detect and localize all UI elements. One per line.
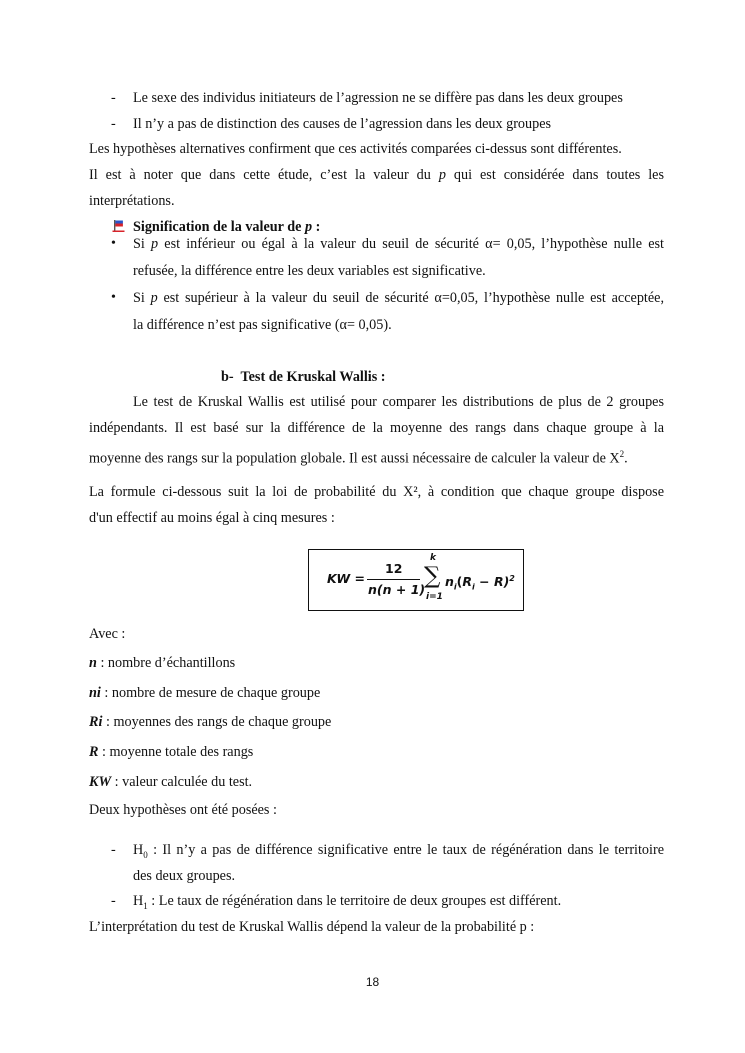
definition-kw: KW : valeur calculée du test. xyxy=(89,774,253,790)
formula-numerator: 12 xyxy=(385,561,403,576)
bullet-text: Il n’y a pas de distinction des causes de l’agression dans les deux groupes xyxy=(133,116,552,132)
sum-lower-limit: i=1 xyxy=(426,592,443,602)
summation-sign: ∑ xyxy=(424,563,441,589)
definition-ri: Ri : moyennes des rangs de chaque groupe xyxy=(89,714,332,730)
hypothesis-h1: $H_1$ : Le taux de régénération dans le territoire de deux groupes est différent. xyxy=(133,893,562,911)
kw-paragraph-line1: Le test de Kruskal Wallis est utilisé pour comparer les distributions de plus de 2 groupes xyxy=(133,394,664,410)
hypothesis-h0-line2: des deux groupes. xyxy=(133,868,236,884)
signification-item-line2: la différence n’est pas significative (α= 0,05). xyxy=(133,317,392,333)
paragraph-note-line2: interprétations. xyxy=(89,193,175,209)
dash-marker: - xyxy=(111,116,116,132)
formula-paragraph-line2: d'un effectif au moins égal à cinq mesures : xyxy=(89,510,335,526)
paragraph-note-line1: Il est à noter que dans cette étude, c’est la valeur du p qui est considérée dans toutes les xyxy=(89,167,664,183)
dash-marker: - xyxy=(111,893,116,909)
formula-lhs: KW = xyxy=(327,571,365,586)
hypothesis-h0-line1: $H_0$ : Il n’y a pas de différence significative entre le taux de régénération dans le territoire xyxy=(133,842,664,860)
sum-upper-limit: k xyxy=(430,553,436,563)
bullet-dot: • xyxy=(111,236,116,251)
bullet-text: Le sexe des individus initiateurs de l’agression ne se diffère pas dans les deux groupes xyxy=(133,90,623,106)
page-number: 18 xyxy=(365,975,380,989)
kw-paragraph-line3: moyenne des rangs sur la population globale. Il est aussi nécessaire de calculer la valeur de $X^2$. xyxy=(89,449,628,467)
dash-marker: - xyxy=(111,90,116,106)
signification-item-line2: refusée, la différence entre les deux variables est significative. xyxy=(133,263,486,279)
formula-paragraph-line1: La formule ci-dessous suit la loi de probabilité du X², à condition que chaque groupe dispose xyxy=(89,484,664,500)
dash-marker: - xyxy=(111,842,116,858)
interpretation-line: L’interprétation du test de Kruskal Wallis dépend la valeur de la probabilité p : xyxy=(89,919,535,935)
deux-hypotheses: Deux hypothèses ont été posées : xyxy=(89,802,277,818)
definition-r: R : moyenne totale des rangs xyxy=(89,744,254,760)
signification-heading: Signification de la valeur de p : xyxy=(133,219,321,235)
paragraph-alternatives: Les hypothèses alternatives confirment que ces activités comparées ci-dessus sont différentes. xyxy=(89,141,622,157)
bullet-dot: • xyxy=(111,290,116,305)
formula-denominator: n(n + 1) xyxy=(368,582,426,597)
section-heading: b- Test de Kruskal Wallis : xyxy=(221,369,386,385)
signification-item-line1: Si p est supérieur à la valeur du seuil de sécurité α=0,05, l’hypothèse nulle est acceptée, xyxy=(133,290,664,306)
flag-icon xyxy=(112,219,126,233)
definition-ni: ni : nombre de mesure de chaque groupe xyxy=(89,685,321,701)
formula-term: $n_i(R_i - R)^2$ xyxy=(445,574,515,592)
kw-paragraph-line2: indépendants. Il est basé sur la différence de la moyenne des rangs dans chaque groupe à la xyxy=(89,420,664,436)
signification-item-line1: Si p est inférieur ou égal à la valeur du seuil de sécurité α= 0,05, l’hypothèse nulle est xyxy=(133,236,664,252)
fraction-bar xyxy=(367,579,420,580)
avec-label: Avec : xyxy=(89,626,126,642)
definition-n: n : nombre d’échantillons xyxy=(89,655,236,671)
